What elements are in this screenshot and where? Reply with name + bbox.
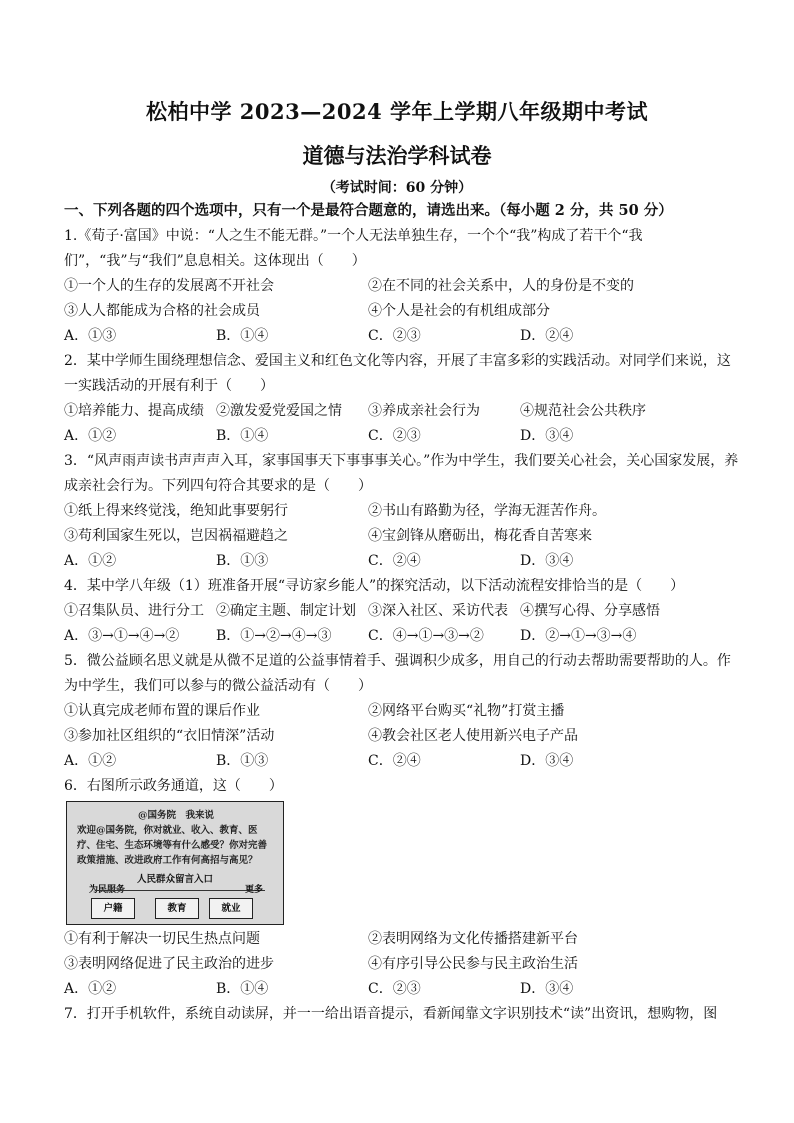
figure-message-entry: 人民群众留言入口 <box>136 874 213 885</box>
option-a: A．③→①→④→② <box>64 628 180 644</box>
statement: ④有序引导公民参与民主政治生活 <box>368 956 578 972</box>
statement-row <box>64 524 740 549</box>
figure-more-label: 更多 <box>245 885 264 895</box>
exam-subtitle: 道德与法治学科试卷 <box>302 143 492 168</box>
option-row <box>64 424 740 449</box>
statement: ③表明网络促进了民主政治的进步 <box>64 956 274 972</box>
figure-heading: @国务院 我来说 <box>137 810 214 821</box>
option-a: A．①② <box>64 981 117 997</box>
gov-portal-figure <box>66 801 284 925</box>
exam-title: 松柏中学 2023—2024 学年上学期八年级期中考试 <box>145 99 648 124</box>
question-stem: 1.《荀子·富国》中说：“人之生不能无群。”一个人无法单独生存，一个个“我”构成了若干个“我们”，“我”与“我们”息息相关。这体现出（ ） <box>64 228 643 269</box>
option-c: C．②③ <box>368 981 421 997</box>
option-c: C．②④ <box>368 553 421 569</box>
exam-time-note: （考试时间：60 分钟） <box>321 180 473 196</box>
statement: ①一个人的生存的发展离不开社会 <box>64 278 274 294</box>
figure-button-jiaoyu: 教育 <box>155 898 199 919</box>
figure-button-jiuye: 就业 <box>209 898 253 919</box>
section-heading: 一、下列各题的四个选项中，只有一个是最符合题意的，请选出来。（每小题 2 分，共 50 分） <box>64 202 673 219</box>
option-d: D．③④ <box>520 428 574 444</box>
statement-row <box>64 699 740 724</box>
statement: ①有利于解决一切民生热点问题 <box>64 931 260 947</box>
option-c: C．②③ <box>368 328 421 344</box>
statement-row <box>64 299 740 324</box>
option-a: A．①② <box>64 753 117 769</box>
option-c: C．④→①→③→② <box>368 628 484 644</box>
statement-row <box>64 274 740 299</box>
option-row <box>64 624 740 649</box>
option-b: B．①④ <box>216 328 269 344</box>
question-stem: 2．某中学师生围绕理想信念、爱国主义和红色文化等内容，开展了丰富多彩的实践活动。对同学们来说，这一实践活动的开展有利于（ ） <box>64 353 731 394</box>
option-d: D．②④ <box>520 328 574 344</box>
statement: ②激发爱党爱国之情 <box>216 403 342 419</box>
option-b: B．①④ <box>216 981 269 997</box>
statement: ③养成亲社会行为 <box>368 403 480 419</box>
question-stem: 6．右图所示政务通道，这（ ） <box>64 778 283 794</box>
statement-row <box>64 499 740 524</box>
option-b: B．①④ <box>216 428 269 444</box>
statement-row <box>64 399 740 424</box>
option-d: D．③④ <box>520 753 574 769</box>
statement: ③深入社区、采访代表 <box>368 603 508 619</box>
option-d: D．③④ <box>520 981 574 997</box>
option-b: B．①③ <box>216 553 269 569</box>
figure-body: 欢迎@国务院，你对就业、收入、教育、医疗、住宅、生态环境等有什么感受？你对完善政策措施、改进政府工作有何高招与高见？ <box>77 825 268 866</box>
statement: ②确定主题、制定计划 <box>216 603 356 619</box>
question-stem: 5．微公益顾名思义就是从微不足道的公益事情着手、强调积少成多，用自己的行动去帮助需要帮助的人。作为中学生，我们可以参与的微公益活动有（ ） <box>64 653 731 694</box>
option-row <box>64 977 740 1002</box>
option-row <box>64 549 740 574</box>
option-row <box>64 324 740 349</box>
option-d: D．②→①→③→④ <box>520 628 637 644</box>
statement: ②网络平台购买“礼物”打赏主播 <box>368 703 565 719</box>
statement: ④教会社区老人使用新兴电子产品 <box>368 728 578 744</box>
statement-row <box>64 952 740 977</box>
option-b: B．①③ <box>216 753 269 769</box>
option-c: C．②④ <box>368 753 421 769</box>
statement: ④规范社会公共秩序 <box>520 403 646 419</box>
figure-divider <box>95 890 265 891</box>
option-a: A．①② <box>64 428 117 444</box>
option-c: C．②③ <box>368 428 421 444</box>
figure-caption <box>77 808 275 868</box>
statement: ④宝剑锋从磨砺出，梅花香自苦寒来 <box>368 528 592 544</box>
option-b: B．①→②→④→③ <box>216 628 332 644</box>
statement-row <box>64 599 740 624</box>
statement: ①纸上得来终觉浅，绝知此事要躬行 <box>64 503 288 519</box>
questions-body <box>64 224 740 1027</box>
option-row <box>64 749 740 774</box>
option-d: D．③④ <box>520 553 574 569</box>
statement-row <box>64 927 740 952</box>
statement-row <box>64 724 740 749</box>
option-a: A．①③ <box>64 328 117 344</box>
figure-service-label: 为民服务 <box>89 885 126 895</box>
statement: ③苟利国家生死以，岂因祸福避趋之 <box>64 528 288 544</box>
statement: ③人人都能成为合格的社会成员 <box>64 303 260 319</box>
question-stem: 4．某中学八年级（1）班准备开展“寻访家乡能人”的探究活动，以下活动流程安排恰当的是（ ） <box>64 578 685 594</box>
statement: ②在不同的社会关系中，人的身份是不变的 <box>368 278 634 294</box>
statement: ③参加社区组织的“衣旧情深”活动 <box>64 728 275 744</box>
question-stem: 3．“风声雨声读书声声声入耳，家事国事天下事事事关心。”作为中学生，我们要关心社会，关心国家发展，养成亲社会行为。下列四句符合其要求的是（ ） <box>64 453 739 494</box>
question-stem: 7．打开手机软件，系统自动读屏，并一一给出语音提示，看新闻靠文字识别技术“读”出资讯，想购物，图 <box>64 1006 718 1022</box>
statement: ④个人是社会的有机组成部分 <box>368 303 550 319</box>
statement: ①认真完成老师布置的课后作业 <box>64 703 260 719</box>
option-a: A．①② <box>64 553 117 569</box>
statement: ①召集队员、进行分工 <box>64 603 204 619</box>
statement: ①培养能力、提高成绩 <box>64 403 204 419</box>
figure-button-huji: 户籍 <box>91 898 135 919</box>
statement: ②书山有路勤为径，学海无涯苦作舟。 <box>368 503 606 519</box>
statement: ④撰写心得、分享感悟 <box>520 603 660 619</box>
statement: ②表明网络为文化传播搭建新平台 <box>368 931 578 947</box>
